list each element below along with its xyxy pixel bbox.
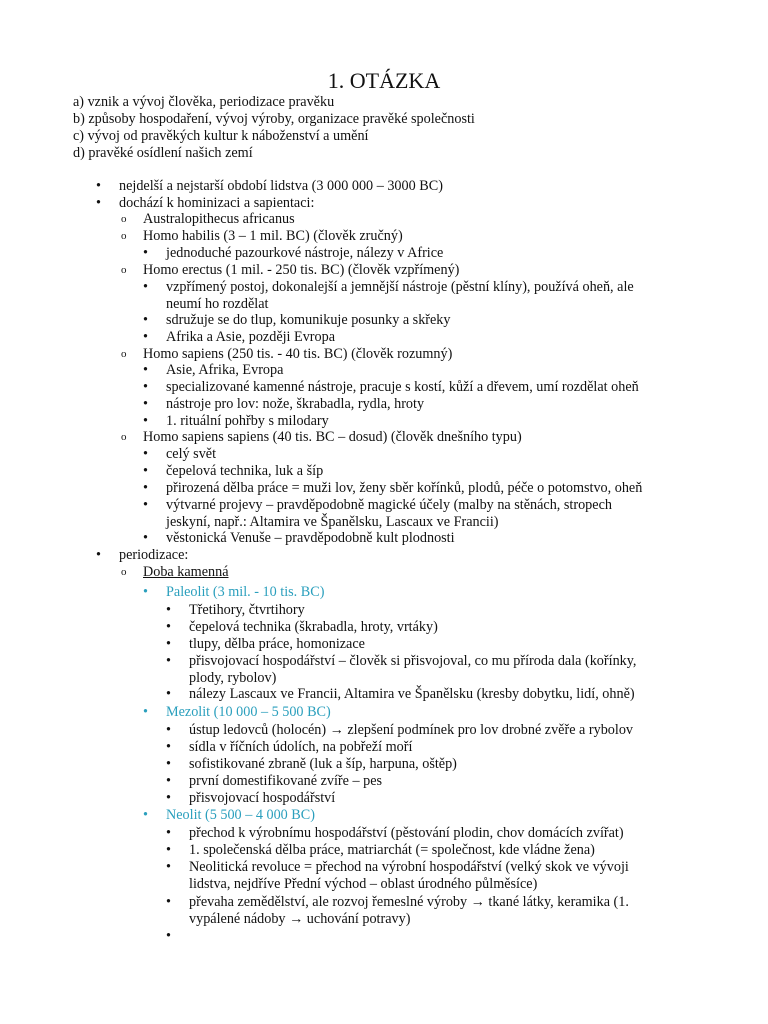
bullet-icon: • [143, 807, 148, 823]
bullet-icon: • [143, 396, 148, 412]
list-item: o Homo sapiens sapiens (40 tis. BC – dosud) (člověk dnešního typu) [121, 429, 522, 445]
page-title: 1. OTÁZKA [327, 68, 441, 93]
circle-bullet-icon: o [121, 264, 127, 276]
bullet-icon: • [143, 704, 148, 720]
bullet-icon: • [143, 245, 148, 261]
circle-bullet-icon: o [121, 431, 127, 443]
bullet-icon: • [166, 842, 171, 858]
question-b: b) způsoby hospodaření, vývoj výroby, organizace pravěké společnosti [73, 111, 475, 127]
period-heading: Paleolit (3 mil. - 10 tis. BC) [166, 584, 325, 600]
list-item: • specializované kamenné nástroje, pracuje s kostí, kůží a dřevem, umí rozdělat oheň [143, 379, 639, 395]
list-item: • nástroje pro lov: nože, škrabadla, rydla, hroty [143, 396, 425, 412]
bullet-icon: • [96, 178, 101, 194]
list-item: o Homo habilis (3 – 1 mil. BC) (člověk zručný) [121, 228, 403, 244]
list-item: • nejdelší a nejstarší období lidstva (3 000 000 – 3000 BC) [96, 178, 443, 194]
list-item: • ústup ledovců (holocén) → zlepšení podmínek pro lov drobné zvěře a rybolov [166, 722, 634, 738]
period-heading: Neolit (5 500 – 4 000 BC) [166, 807, 315, 823]
list-item: • přechod k výrobnímu hospodářství (pěstování plodin, chov domácích zvířat) [166, 825, 624, 841]
bullet-icon: • [166, 756, 171, 772]
list-item: • sofistikované zbraně (luk a šíp, harpuna, oštěp) [166, 756, 457, 772]
bullet-icon: • [166, 894, 171, 910]
bullet-icon: • [166, 686, 171, 702]
list-item: o Australopithecus africanus [121, 211, 295, 227]
circle-bullet-icon: o [121, 230, 127, 242]
list-item: • nálezy Lascaux ve Francii, Altamira ve Španělsku (kresby dobytku, lidí, ohně) [166, 686, 635, 702]
list-item: o Homo erectus (1 mil. - 250 tis. BC) (člověk vzpřímený) [121, 262, 460, 278]
section-heading: Doba kamenná [143, 564, 229, 580]
list-item [121, 564, 229, 581]
bullet-icon: • [166, 790, 171, 806]
bullet-icon: • [143, 530, 148, 546]
bullet-icon: • [166, 859, 171, 875]
list-item: • vzpřímený postoj, dokonalejší a jemnější nástroje (pěstní klíny), používá oheň, ale neumí ho rozdělat [143, 279, 634, 312]
bullet-icon: • [166, 773, 171, 789]
bullet-icon: • [143, 379, 148, 395]
list-item: • čepelová technika (škrabadla, hroty, vrtáky) [166, 619, 438, 635]
list-item: • věstonická Venuše – pravděpodobně kult plodnosti [143, 530, 455, 546]
bullet-icon: • [166, 636, 171, 652]
question-c: c) vývoj od pravěkých kultur k náboženství a umění [73, 128, 369, 144]
bullet-icon: • [166, 825, 171, 841]
list-item: • první domestifikované zvíře – pes [166, 773, 383, 789]
period-heading: Mezolit (10 000 – 5 500 BC) [166, 704, 331, 720]
bullet-icon: • [143, 413, 148, 429]
list-item: • sdružuje se do tlup, komunikuje posunky a skřeky [143, 312, 451, 328]
list-item [143, 584, 325, 601]
list-item: • Afrika a Asie, později Evropa [143, 329, 336, 345]
list-item [143, 704, 331, 721]
list-item: • čepelová technika, luk a šíp [143, 463, 324, 479]
list-item: • přisvojovací hospodářství [166, 790, 336, 806]
bullet-icon: • [166, 928, 171, 944]
bullet-icon: • [143, 312, 148, 328]
list-item: • převaha zemědělství, ale rozvoj řemeslné výroby → tkané látky, keramika (1. vypálené nádoby → uchování potravy) [166, 894, 629, 927]
list-item: • Třetihory, čtvrtihory [166, 602, 305, 618]
bullet-icon: • [96, 547, 101, 563]
bullet-icon: • [143, 362, 148, 378]
question-d: d) pravěké osídlení našich zemí [73, 145, 253, 161]
bullet-icon: • [143, 446, 148, 462]
circle-bullet-icon: o [121, 213, 127, 225]
bullet-icon: • [143, 584, 148, 600]
list-item: • tlupy, dělba práce, homonizace [166, 636, 365, 652]
list-item: • Neolitická revoluce = přechod na výrobní hospodářství (velký skok ve vývoji lidstva, nejdříve Přední východ – oblast úrodného půlměsíce) [166, 859, 629, 892]
list-item: • celý svět [143, 446, 217, 462]
bullet-icon: • [166, 602, 171, 618]
circle-bullet-icon: o [121, 566, 127, 578]
list-item: • dochází k hominizaci a sapientaci: [96, 195, 315, 211]
bullet-icon: • [166, 619, 171, 635]
list-item: • periodizace: [96, 547, 189, 563]
list-item: • 1. společenská dělba práce, matriarchát (= společnost, kde vládne žena) [166, 842, 595, 858]
bullet-icon: • [166, 653, 171, 669]
list-item: • přisvojovací hospodářství – člověk si přisvojoval, co mu příroda dala (kořínky, plody, rybolov) [166, 653, 637, 686]
bullet-icon: • [96, 195, 101, 211]
bullet-icon: • [166, 722, 171, 738]
list-item: • 1. rituální pohřby s milodary [143, 413, 329, 429]
bullet-icon: • [143, 480, 148, 496]
bullet-icon: • [143, 329, 148, 345]
circle-bullet-icon: o [121, 348, 127, 360]
bullet-icon: • [143, 497, 148, 513]
bullet-icon: • [143, 279, 148, 295]
bullet-icon: • [166, 739, 171, 755]
question-a: a) vznik a vývoj člověka, periodizace pravěku [73, 94, 335, 110]
bullet-icon: • [143, 463, 148, 479]
list-item: • sídla v říčních údolích, na pobřeží moří [166, 739, 413, 755]
list-item: • jednoduché pazourkové nástroje, nálezy v Africe [143, 245, 444, 261]
list-item: • přirozená dělba práce = muži lov, ženy sběr kořínků, plodů, péče o potomstvo, oheň [143, 480, 643, 496]
list-item: • Asie, Afrika, Evropa [143, 362, 284, 378]
list-item: o Homo sapiens (250 tis. - 40 tis. BC) (člověk rozumný) [121, 346, 453, 362]
list-item: • výtvarné projevy – pravděpodobně magické účely (malby na stěnách, stropech jeskyní, např.: Altamira ve Španělsku, Lascaux ve Francii) [143, 497, 612, 530]
list-item [143, 807, 315, 824]
